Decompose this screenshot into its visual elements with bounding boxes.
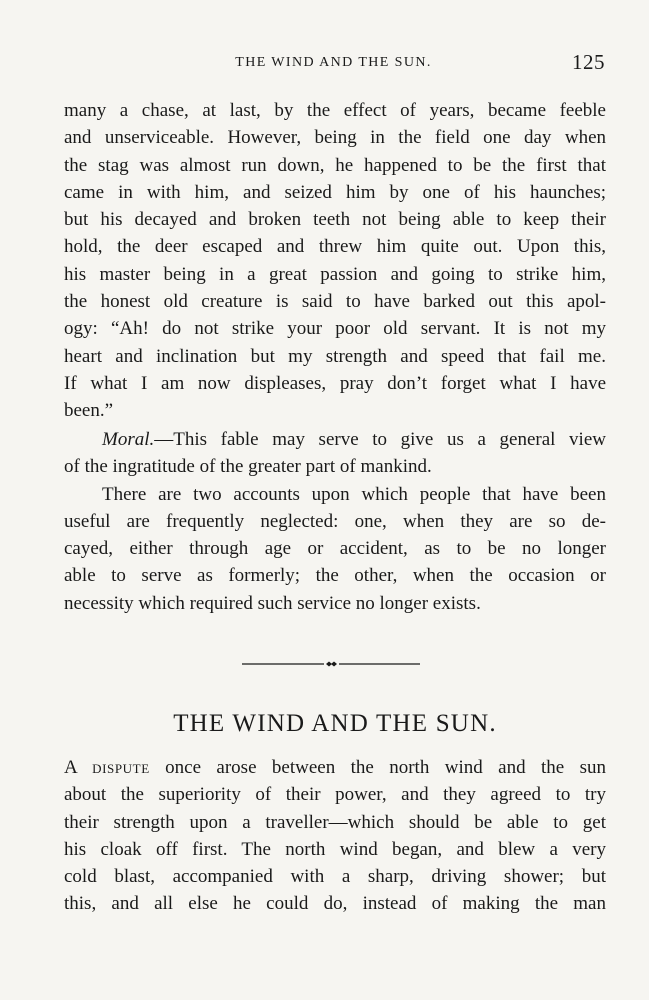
- fable-title: THE WIND AND THE SUN.: [173, 710, 497, 737]
- text-line: about the superiority of their power, and they agreed to try: [64, 784, 606, 806]
- text-line: necessity which required such service no longer exists.: [64, 592, 481, 614]
- text-line: the stag was almost run down, he happened to be the first that: [64, 154, 606, 176]
- text-line: of the ingratitude of the greater part of mankind.: [64, 456, 432, 478]
- text-line: able to serve as formerly; the other, when the occasion or: [64, 565, 606, 587]
- text-line: If what I am now displeases, pray don’t forget what I have: [64, 372, 606, 394]
- opening-word-small-caps: dispute: [92, 757, 150, 778]
- text-line: heart and inclination but my strength and speed that fail me.: [64, 345, 606, 367]
- text-line: his cloak off first. The north wind began, and blew a very: [64, 838, 606, 860]
- text-line: useful are frequently neglected: one, when they are so de-: [64, 510, 606, 532]
- text-line: cayed, either through age or accident, as to be no longer: [64, 538, 606, 560]
- opening-initial: A: [64, 757, 77, 778]
- previous-fable-ending: [64, 97, 606, 425]
- text-line: but his decayed and broken teeth not being able to keep their: [64, 209, 606, 231]
- section-divider-ornament: [242, 659, 420, 669]
- text-line: ogy: “Ah! do not strike your poor old servant. It is not my: [64, 318, 606, 340]
- text-line: There are two accounts upon which people that have been: [102, 483, 606, 505]
- running-title: THE WIND AND THE SUN.: [235, 55, 432, 70]
- text-line: his master being in a great passion and going to strike him,: [64, 263, 606, 285]
- text-line: this, and all else he could do, instead of making the man: [64, 893, 606, 915]
- moral-and-reflection: [64, 426, 606, 617]
- text-line: been.”: [64, 400, 114, 422]
- moral-line: [64, 426, 606, 453]
- running-head: [62, 50, 605, 74]
- text-line: many a chase, at last, by the effect of years, became feeble: [64, 100, 606, 121]
- text-line: cold blast, accompanied with a sharp, driving shower; but: [64, 866, 606, 888]
- text-line: hold, the deer escaped and threw him quite out. Upon this,: [64, 236, 606, 258]
- page-number: 125: [572, 50, 605, 74]
- text-line: and unserviceable. However, being in the field one day when: [64, 127, 606, 149]
- opening-line-rest: once arose between the north wind and the sun: [149, 757, 606, 778]
- text-line: came in with him, and seized him by one of his haunches;: [64, 181, 606, 203]
- text-line: the honest old creature is said to have barked out this apol-: [64, 291, 606, 313]
- opening-line: [64, 754, 606, 781]
- text-line: their strength upon a traveller—which should be able to get: [64, 811, 606, 833]
- moral-label: Moral.: [102, 429, 155, 450]
- moral-text: —This fable may serve to give us a general view: [154, 429, 606, 450]
- new-fable-text: [64, 754, 606, 918]
